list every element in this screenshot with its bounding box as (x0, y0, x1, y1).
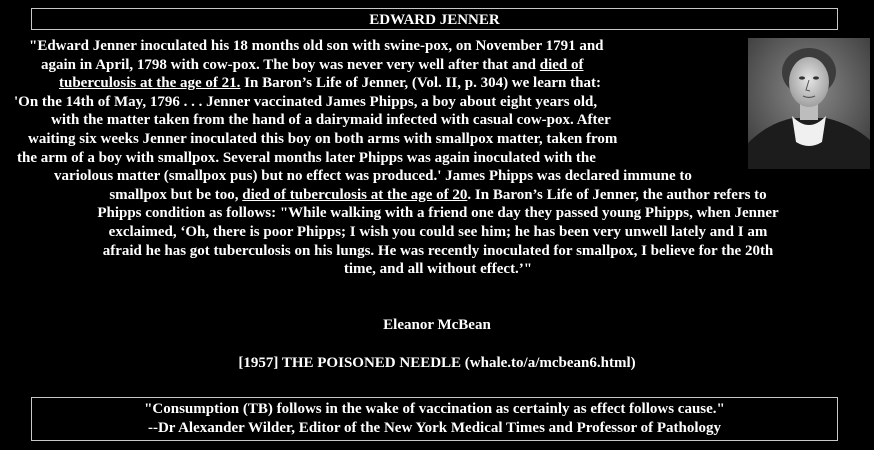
text-segment: In Baron’s Life of Jenner, (Vol. II, p. 304) we learn that: (240, 75, 601, 92)
title-box (31, 8, 838, 30)
text-segment: smallpox but be too, (109, 186, 243, 203)
underlined-text: tuberculosis at the age of 21. (59, 75, 241, 92)
page-title: EDWARD JENNER (369, 12, 500, 28)
text-line-10: Phipps condition as follows: "While walking with a friend one day they passed young Phipps, when Jenner (97, 205, 779, 222)
text-line-4: 'On the 14th of May, 1796 . . . Jenner vaccinated James Phipps, a boy about eight years old, (14, 93, 598, 110)
text-line-7: the arm of a boy with smallpox. Several months later Phipps was again inoculated with the (17, 149, 596, 166)
text-segment: . In Baron’s Life of Jenner, the author refers to (467, 186, 767, 203)
text-line-6: waiting six weeks Jenner inoculated this boy on both arms with smallpox matter, taken from (28, 130, 618, 147)
text-segment: again in April, 1798 with cow-pox. The boy was never very well after that and (41, 56, 540, 73)
text-line-13: time, and all without effect.’" (343, 261, 533, 278)
source-citation: [1957] THE POISONED NEEDLE (whale.to/a/mcbean6.html) (238, 355, 636, 371)
main-text (14, 37, 862, 279)
text-line-12: afraid he has got tuberculosis on his lungs. He was recently inoculated for smallpox, I believe for the 20th (102, 242, 774, 259)
underlined-text: died of tuberculosis at the age of 20 (242, 186, 468, 203)
quote-text: "Consumption (TB) follows in the wake of vaccination as certainly as effect follows cause." (144, 401, 725, 417)
underlined-text: died of (539, 56, 584, 73)
author-name: Eleanor McBean (383, 317, 491, 333)
text-line-2 (14, 56, 862, 75)
text-line-11: exclaimed, ‘Oh, there is poor Phipps; I wish you could see him; he has been very unwell lately and I am (108, 223, 768, 240)
text-line-1: "Edward Jenner inoculated his 18 months old son with swine-pox, on November 1791 and (29, 38, 604, 54)
text-line-5: with the matter taken from the hand of a dairymaid infected with casual cow-pox. After (51, 112, 611, 129)
text-line-9 (14, 186, 862, 205)
quote-box (31, 397, 838, 441)
text-line-3 (14, 74, 862, 93)
quote-attribution: --Dr Alexander Wilder, Editor of the New York Medical Times and Professor of Pathology (147, 420, 722, 436)
text-line-8: variolous matter (smallpox pus) but no effect was produced.' James Phipps was declared immune to (54, 168, 692, 185)
